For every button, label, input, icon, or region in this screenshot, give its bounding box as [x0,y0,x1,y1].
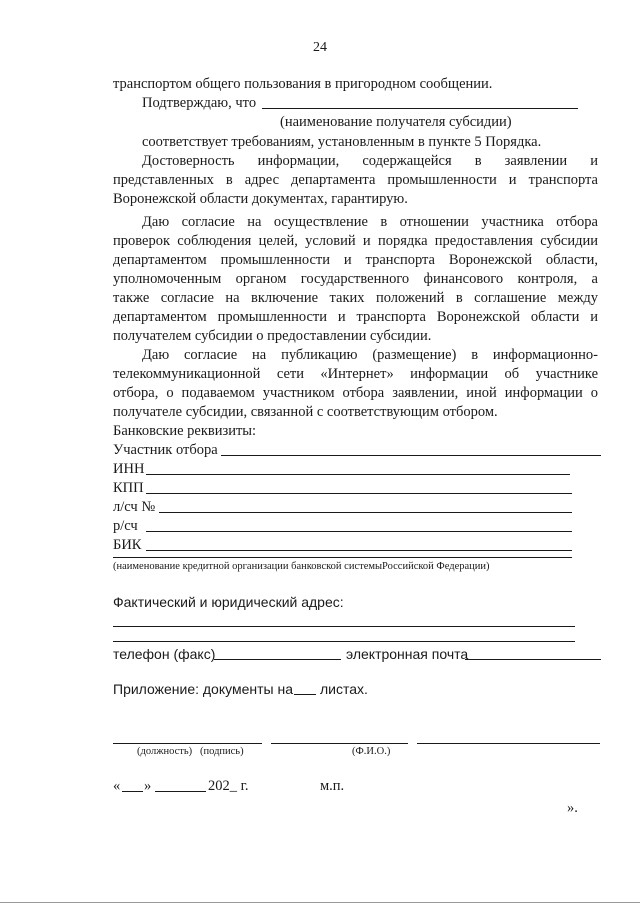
recipient-name-caption: (наименование получателя субсидии) [280,114,512,130]
fio-line[interactable] [271,743,408,744]
phone-label: телефон (факс) [113,646,216,662]
date-day-field[interactable] [122,791,143,792]
fio-caption: (Ф.И.О.) [352,746,391,757]
position-caption: (должность) [137,746,193,757]
consent1-line-4: уполномоченным органом государственного финансового контроля, а [113,271,598,287]
inn-label: ИНН [113,461,145,477]
date-open-quote: « [113,778,121,794]
page-bottom-edge [0,902,640,903]
rs-field[interactable] [146,531,572,532]
closing-mark: ». [567,800,578,816]
stamp-label: м.п. [320,778,345,794]
reliability-line-3: Воронежской области документах, гарантирую. [113,191,408,207]
consent2-line-4: получателе субсидии, связанной с соответствующим отбором. [113,404,498,420]
consent1-line-5: также согласие на включение таких положений в соглашение между [113,290,598,306]
position-signature-line[interactable] [113,743,262,744]
bik-field[interactable] [146,550,572,551]
bik-label: БИК [113,537,142,553]
bank-name-caption: (наименование кредитной организации банковской системыРоссийской Федерации) [113,561,490,572]
address-field-2[interactable] [113,641,575,642]
participant-label: Участник отбора [113,442,218,458]
inn-field[interactable] [146,474,570,475]
extra-line[interactable] [417,743,600,744]
kpp-label: КПП [113,480,144,496]
consent2-line-1: Даю согласие на публикацию (размещение) в информационно- [142,347,598,363]
participant-field[interactable] [221,455,601,456]
consent1-line-7: получателем субсидии о предоставлении субсидии. [113,328,432,344]
confirm-suffix: соответствует требованиям, установленным в пункте 5 Порядка. [142,134,542,150]
bank-details-title: Банковские реквизиты: [113,423,257,439]
confirm-prefix: Подтверждаю, что [142,95,257,111]
consent1-line-6: департаментом промышленности и транспорта Воронежской области и [113,309,598,325]
email-label: электронная почта [346,646,469,662]
page-number: 24 [313,40,327,55]
ls-label: л/сч № [113,499,156,515]
consent1-line-3: департаментом промышленности и транспорта Воронежской области, [113,252,598,268]
kpp-field[interactable] [146,493,572,494]
rs-label: р/сч [113,518,138,534]
recipient-name-line [262,108,578,109]
attachment-prefix: Приложение: документы на [113,681,293,697]
date-close-quote: » [144,778,152,794]
date-month-field[interactable] [155,791,206,792]
address-field-1[interactable] [113,626,575,627]
reliability-line-1: Достоверность информации, содержащейся в заявлении и [142,153,598,169]
attachment-suffix: листах. [320,681,368,697]
bank-name-field[interactable] [113,557,572,558]
date-year: 202_ г. [208,778,249,794]
email-field[interactable] [465,659,601,660]
consent1-line-1: Даю согласие на осуществление в отношении участника отбора [142,214,598,230]
ls-field[interactable] [159,512,572,513]
attachment-pages-field[interactable] [294,694,316,695]
consent1-line-2: проверок соблюдения целей, условий и порядка предоставления субсидии [113,233,598,249]
address-label: Фактический и юридический адрес: [113,594,344,610]
phone-field[interactable] [214,659,341,660]
signature-caption: (подпись) [200,746,244,757]
consent2-line-2: телекоммуникационной сети «Интернет» информации об участнике [113,366,598,382]
reliability-line-2: представленных в адрес департамента промышленности и транспорта [113,172,598,188]
paragraph-continuation: транспортом общего пользования в пригородном сообщении. [113,76,493,92]
consent2-line-3: отбора, о подаваемом участником отбора заявлении, иной информации о [113,385,598,401]
